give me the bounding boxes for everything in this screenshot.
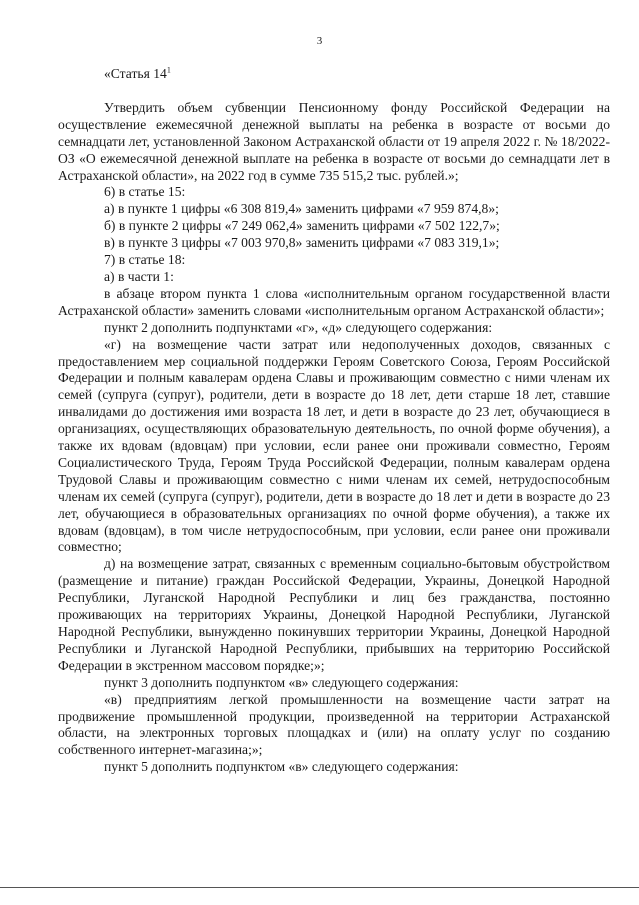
paragraph-subpunkt-v: «в) предприятиям легкой промышленности на возмещение части затрат на продвижение промышленной продукции, произведенной на территории Астраханской области, на электронных торговых площадках и (или) на оплату услуг по созданию собственного интернет-магазина;»; (58, 691, 610, 758)
paragraph-item-6: 6) в статье 15: (104, 184, 186, 200)
paragraph-item-6a: а) в пункте 1 цифры «6 308 819,4» заменить цифрами «7 959 874,8»; (104, 201, 499, 217)
paragraph-item-7: 7) в статье 18: (104, 252, 186, 268)
article-heading-superscript: 1 (166, 65, 171, 75)
paragraph-item-7a: а) в части 1: (104, 268, 174, 284)
paragraph-subpunkt-g: «г) на возмещение части затрат или недополученных доходов, связанных с предоставлением мер социальной поддержки Героям Советского Союза, Героям Российской Федерации и полным кавалерам ордена Славы и проживающим совместно с ними членам их семей (супруга (супруг), родители, дети в возрасте до 18 лет, дети старше 18 лет, ставшие инвалидами до достижения ими возраста 18 лет, и дети в возрасте до 23 лет, обучающиеся в организациях, осуществляющих образовательную деятельность, по очной форме обучения), а также их вдовам (вдовцам) при условии, если ранее они проживали совместно, Героям Социалистического Труда, Героям Труда Российской Федерации, полным кавалерам ордена Трудовой Славы и проживающим совместно с ними членам их семей, нетрудоспособным членам их семей (супруга (супруг), родители, дети в возрасте до 18 лет и дети в возрасте до 23 лет, обучающиеся в образовательных организациях по очной форме обучения), а также их вдовам (вдовцам), в том числе нетрудоспособным, при условии, если ранее они проживали совместно; (58, 336, 610, 555)
paragraph-punkt-3-intro: пункт 3 дополнить подпунктом «в» следующего содержания: (104, 674, 459, 690)
paragraph-abzac-vtoroy: в абзаце втором пункта 1 слова «исполнительным органом государственной власти Астраханской области» заменить словами «исполнительным органом Астраханской области»; (58, 285, 610, 318)
document-body (58, 66, 610, 776)
paragraph-punkt-5-intro: пункт 5 дополнить подпунктом «в» следующего содержания: (104, 759, 459, 775)
paragraph-punkt-2-intro: пункт 2 дополнить подпунктами «г», «д» следующего содержания: (104, 319, 493, 335)
page-number: 3 (316, 35, 323, 47)
paragraph-item-6b: б) в пункте 2 цифры «7 249 062,4» заменить цифрами «7 502 122,7»; (104, 218, 500, 234)
article-heading-text: «Статья 14 (104, 66, 167, 81)
bottom-rule (0, 887, 639, 888)
paragraph-subvention: Утвердить объем субвенции Пенсионному фонду Российской Федерации на осуществление ежемесячной денежной выплаты на ребенка в возрасте от восьми до семнадцати лет, установленной Законом Астраханской области от 19 апреля 2022 г. № 18/2022-ОЗ «О ежемесячной денежной выплате на ребенка в возрасте от восьми до семнадцати лет в Астраханской области», на 2022 год в сумме 735 515,2 тыс. рублей.»; (58, 99, 610, 183)
paragraph-item-6v: в) в пункте 3 цифры «7 003 970,8» заменить цифрами «7 083 319,1»; (104, 235, 500, 251)
article-heading (58, 66, 610, 83)
paragraph-subpunkt-d: д) на возмещение затрат, связанных с временным социально-бытовым обустройством (размещение и питание) граждан Российской Федерации, Украины, Донецкой Народной Республики, Луганской Народной Республики и лиц без гражданства, постоянно проживающих на территориях Украины, Донецкой Народной Республики, Луганской Народной Республики, вынужденно покинувших территории Украины, Донецкой Народной Республики и Луганской Народной Республики, прибывших на территорию Российской Федерации в экстренном массовом порядке;»; (58, 556, 610, 673)
